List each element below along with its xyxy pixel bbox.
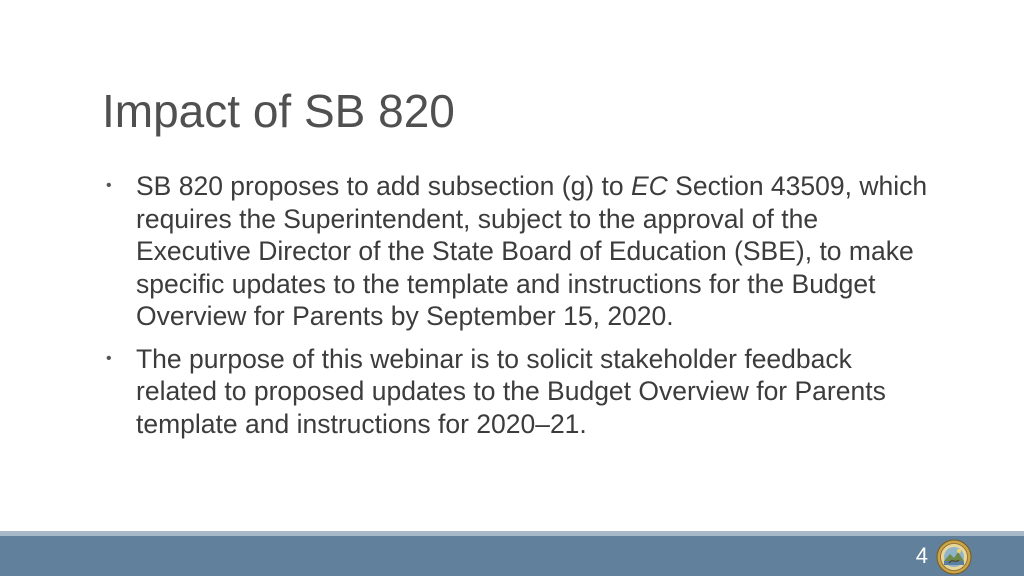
bullet-text: SB 820 proposes to add subsection (g) to	[136, 171, 631, 201]
bullet-text-emphasis: EC	[630, 171, 668, 201]
bullet-marker: •	[106, 349, 112, 367]
slide-title: Impact of SB 820	[102, 85, 455, 137]
page-number: 4	[915, 543, 928, 568]
bullet-text: The purpose of this webinar is to solicit stakeholder feedback related to proposed updates to the Budget Overview for Parents template and instructions for 2020–21.	[136, 343, 886, 439]
bullet-item	[100, 170, 930, 333]
state-seal-icon	[936, 539, 972, 575]
bullet-list	[100, 170, 930, 450]
footer-bar	[0, 536, 1024, 576]
bullet-item	[100, 343, 930, 441]
bullet-text: Section 43509, which requires the Superintendent, subject to the approval of the Executive Director of the State Board of Education (SBE), to make specific updates to the template and instructions for the Budget Overview for Parents by September 15, 2020.	[136, 171, 928, 331]
bullet-marker: •	[106, 177, 112, 194]
